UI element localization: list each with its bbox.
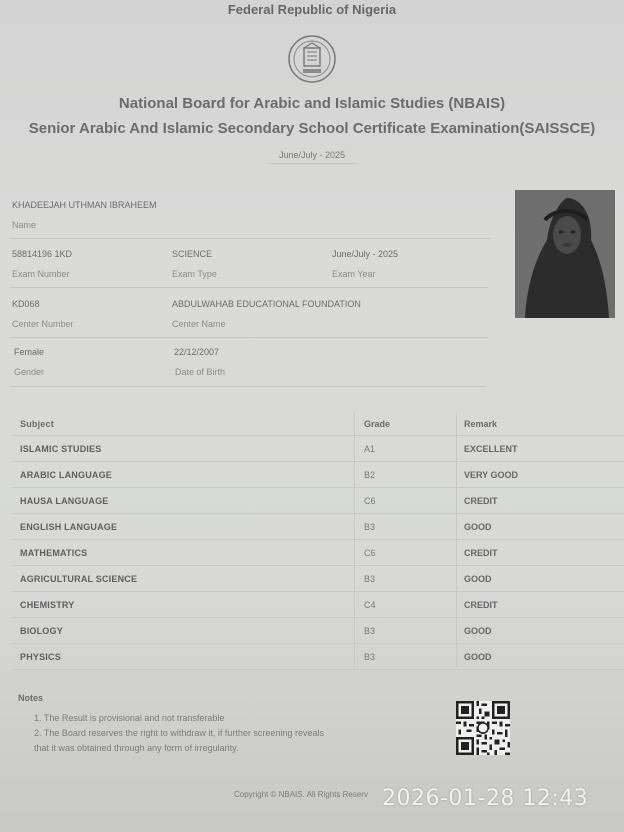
column-divider xyxy=(354,488,355,513)
exam-number-value: 58814196 1KD xyxy=(12,249,73,259)
table-row xyxy=(12,514,624,540)
remark-cell: CREDIT xyxy=(464,599,498,610)
divider xyxy=(10,386,486,387)
divider xyxy=(10,337,488,338)
column-divider xyxy=(354,540,355,565)
column-divider xyxy=(456,644,457,669)
remark-cell: CREDIT xyxy=(464,495,498,506)
remark-cell: GOOD xyxy=(464,573,492,584)
column-divider xyxy=(354,644,355,669)
column-divider xyxy=(354,592,355,617)
column-divider xyxy=(456,566,457,591)
column-divider xyxy=(456,488,457,513)
column-divider xyxy=(354,618,355,643)
subject-cell: CHEMISTRY xyxy=(20,599,75,610)
column-divider xyxy=(456,412,457,435)
column-divider xyxy=(456,462,457,487)
column-divider xyxy=(456,540,457,565)
table-row xyxy=(12,566,624,592)
remark-header: Remark xyxy=(464,418,498,429)
remark-cell: VERY GOOD xyxy=(464,469,519,480)
grade-cell: C6 xyxy=(364,495,376,506)
board-title: National Board for Arabic and Islamic Studies (NBAIS) xyxy=(118,95,506,112)
exam-year-value: June/July - 2025 xyxy=(332,249,399,259)
subject-cell: ARABIC LANGUAGE xyxy=(20,469,112,480)
gender-value: Female xyxy=(14,347,45,357)
table-row xyxy=(12,488,624,514)
center-name-value: ABDULWAHAB EDUCATIONAL FOUNDATION xyxy=(172,299,361,309)
column-divider xyxy=(456,514,457,539)
subject-header: Subject xyxy=(20,418,54,429)
divider xyxy=(10,287,488,288)
column-divider xyxy=(354,412,355,435)
subject-cell: PHYSICS xyxy=(20,651,61,662)
dob-value: 22/12/2007 xyxy=(174,347,220,357)
remark-cell: GOOD xyxy=(464,521,492,532)
note-item: 2. The Board reserves the right to withdraw it, if further screening reveals that it was obtained through any form of irregularity. xyxy=(34,728,324,753)
grade-header: Grade xyxy=(364,418,391,429)
exam-session: June/July - 2025 xyxy=(268,147,356,164)
remark-cell: GOOD xyxy=(464,625,492,636)
center-number-value: KD068 xyxy=(12,299,40,309)
camera-timestamp: 2026-01-28 12:43 xyxy=(382,786,589,811)
table-row xyxy=(12,462,624,488)
grade-cell: B3 xyxy=(364,573,376,584)
grade-cell: A1 xyxy=(364,443,376,454)
column-divider xyxy=(456,618,457,643)
table-row xyxy=(12,618,624,644)
exam-type-label: Exam Type xyxy=(172,269,217,279)
column-divider xyxy=(456,436,457,461)
subject-cell: HAUSA LANGUAGE xyxy=(20,495,109,506)
subject-cell: ISLAMIC STUDIES xyxy=(20,443,102,454)
qr-code-icon xyxy=(456,701,510,755)
table-row xyxy=(12,592,624,618)
grade-cell: B3 xyxy=(364,521,376,532)
results-table xyxy=(12,412,624,670)
notes-title: Notes xyxy=(18,693,44,703)
subject-cell: ENGLISH LANGUAGE xyxy=(20,521,118,532)
column-divider xyxy=(354,436,355,461)
grade-cell: B2 xyxy=(364,469,376,480)
table-row xyxy=(12,644,624,670)
grade-cell: C6 xyxy=(364,547,376,558)
table-header xyxy=(12,412,624,436)
remark-cell: CREDIT xyxy=(464,547,498,558)
gender-label: Gender xyxy=(14,367,45,377)
exam-title: Senior Arabic And Islamic Secondary School Certificate Examination(SAISSCE) xyxy=(28,120,596,137)
table-row xyxy=(12,436,624,462)
column-divider xyxy=(354,462,355,487)
column-divider xyxy=(354,566,355,591)
grade-cell: C4 xyxy=(364,599,376,610)
exam-number-label: Exam Number xyxy=(12,269,70,279)
grade-cell: B3 xyxy=(364,651,376,662)
exam-year-label: Exam Year xyxy=(332,269,376,279)
dob-label: Date of Birth xyxy=(175,367,226,377)
coat-of-arms-seal-icon xyxy=(287,34,337,84)
table-row xyxy=(12,540,624,566)
candidate-name: KHADEEJAH UTHMAN IBRAHEEM xyxy=(12,200,157,210)
candidate-photo xyxy=(515,190,615,318)
subject-cell: AGRICULTURAL SCIENCE xyxy=(20,573,138,584)
remark-cell: GOOD xyxy=(464,651,492,662)
note-item: 1. The Result is provisional and not transferable xyxy=(34,713,225,723)
grade-cell: B3 xyxy=(364,625,376,636)
subject-cell: MATHEMATICS xyxy=(20,547,88,558)
divider xyxy=(10,238,490,239)
remark-cell: EXCELLENT xyxy=(464,443,518,454)
column-divider xyxy=(354,514,355,539)
country-title: Federal Republic of Nigeria xyxy=(227,2,397,17)
center-name-label: Center Name xyxy=(172,319,226,329)
copyright-text: Copyright © NBAIS. All Rights Reserv xyxy=(234,790,368,799)
name-label: Name xyxy=(12,220,37,230)
subject-cell: BIOLOGY xyxy=(20,625,63,636)
exam-type-value: SCIENCE xyxy=(172,249,213,259)
center-number-label: Center Number xyxy=(12,319,74,329)
column-divider xyxy=(456,592,457,617)
